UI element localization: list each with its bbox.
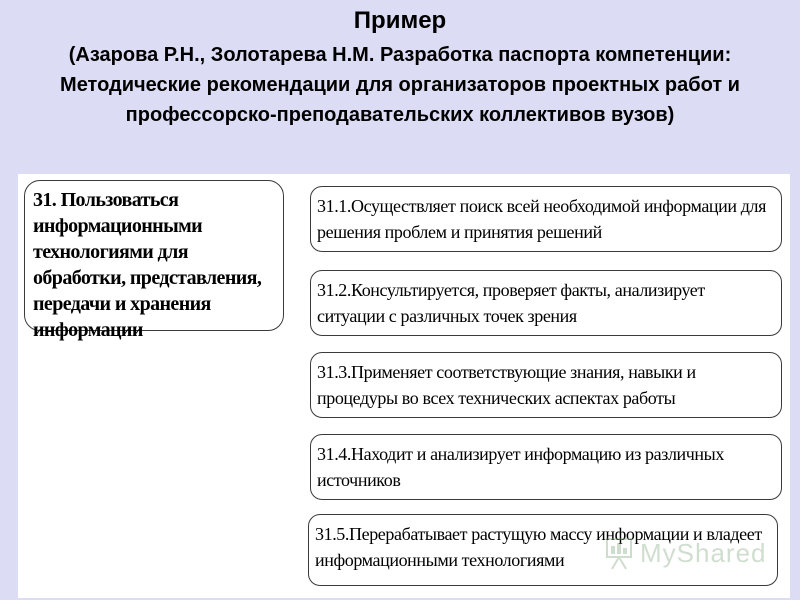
indicator-box-4: 31.4.Находит и анализирует информацию из различных источников — [310, 434, 782, 500]
indicator-box-1: 31.1.Осуществляет поиск всей необходимой информации для решения проблем и принятия решений — [310, 186, 782, 252]
indicator-box-3: 31.3.Применяет соответствующие знания, навыки и процедуры во всех технических аспектах работы — [310, 352, 782, 418]
slide-header — [0, 6, 800, 130]
slide-subtitle: (Азарова Р.Н., Золотарева Н.М. Разработка паспорта компетенции: Методические рекомендации для организаторов проектных работ и профессорско-преподавательских коллективов вузов) — [60, 44, 740, 126]
indicator-box-2: 31.2.Консультируется, проверяет факты, анализирует ситуации с различных точек зрения — [310, 270, 782, 336]
watermark-text: MyShared — [640, 538, 767, 568]
competence-passport-panel — [18, 174, 790, 598]
indicator-box-5: 31.5.Перерабатывает растущую массу информации и владеет информационными технологиями — [308, 514, 778, 586]
competence-box: 31. Пользоваться информационными технологиями для обработки, представления, передачи и хранения информации — [24, 180, 284, 331]
slide-title: Пример — [353, 7, 447, 34]
